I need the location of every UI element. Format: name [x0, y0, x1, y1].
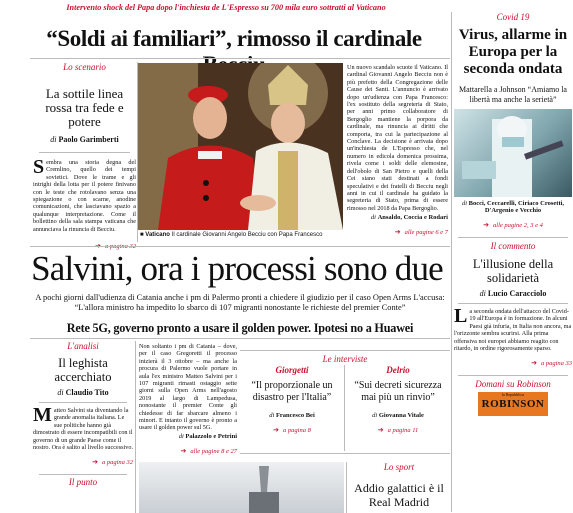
interviste-kicker: Le interviste: [322, 354, 368, 364]
commento-author: Lucio Caracciolo: [487, 289, 547, 298]
analisi-byline: [33, 388, 133, 397]
covid-kicker: Covid 19: [496, 12, 530, 22]
byline-prefix: di: [57, 388, 64, 397]
covid-byline: [454, 200, 572, 214]
scenario-column: [33, 62, 136, 253]
byline-prefix: di: [178, 432, 184, 440]
analisi-author: Claudio Tito: [65, 388, 109, 397]
becciu-body: Un nuovo scandalo scuote il Vaticano. Il cardinal Giovanni Angelo Becciu non è più prefetto della Congregazione delle Cause dei Santi. L'annuncio è arrivato dopo un'udienza con Papa Francesco: l'ex sostituto della segreteria di Stato, per anni primo collaboratore di Bergoglio mantiene la porpora da cardinale, ma rinuncia ai diritti che comporta, tra cui la partecipazione al Conclave. La decisione è arrivata dopo un'inchiesta de L'Espresso che, nel numero in edicola domenica prossima, rivela come i soldi delle elemosine, dell'obolo di San Pietro e quelli della Cei siano stati destinati a fondi speculativi e dei fratelli di Becciu negli anni in cui il cardinale ha guidato la segreteria di Stato, prima di essere rimosso nel 2018 da Papa Bergoglio.: [347, 64, 448, 212]
photo-caption: [140, 232, 345, 238]
giorgetti-page-ref[interactable]: a pagina 8: [283, 427, 311, 434]
commento-byline: [454, 289, 572, 298]
becciu-page-ref[interactable]: alle pagine 6 e 7: [404, 229, 448, 237]
drop-cap: L: [454, 305, 468, 327]
salvini-byline: [139, 433, 237, 440]
byline-prefix: di: [269, 412, 275, 419]
commento-page-ref[interactable]: a pagina 33: [540, 360, 572, 368]
becciu-authors: Ansaldo, Coccia e Rodari: [377, 214, 448, 222]
scenario-title[interactable]: La sottile linea rossa tra fede e potere: [45, 86, 124, 129]
analisi-body: Matteo Salvini sta diventando la grande anomalia italiana. Le sue politiche hanno già dimostrato di essere incompatibili con il governo di un grande Paese come il nostro. Ora è salito al livello successivo.: [33, 404, 134, 452]
becciu-column: [347, 64, 448, 239]
giorgetti-byline: [240, 412, 344, 419]
delrio-byline: [346, 412, 450, 419]
main-headline[interactable]: Salvini, ora i processi sono due: [31, 249, 443, 288]
analisi-kicker: L'analisi: [67, 341, 99, 351]
byline-prefix: di: [479, 289, 486, 298]
drop-cap: S: [33, 156, 45, 178]
salvini-column: [139, 343, 237, 458]
caption-text: Il cardinale Giovanni Angelo Becciu con Papa Francesco: [171, 232, 323, 238]
analisi-column: [33, 341, 133, 487]
sport-column: [348, 462, 450, 509]
byline-prefix: di: [370, 214, 376, 222]
huawei-headline[interactable]: Rete 5G, governo pronto a usare il golden power. Ipotesi no a Huawei: [66, 321, 414, 335]
byline-prefix: di: [461, 200, 467, 207]
giorgetti-quote[interactable]: “Il proporzionale un disastro per l'Italia”: [251, 380, 333, 403]
covid-page-ref[interactable]: alle pagine 2, 3 e 4: [493, 222, 543, 229]
robinson-tag: la Repubblica: [501, 392, 525, 398]
covid-photo: [454, 109, 572, 197]
commento-title[interactable]: L'illusione della solidarietà: [472, 257, 554, 285]
covid-column: [454, 12, 572, 416]
covid-title[interactable]: Virus, allarme in Europa per la seconda ondata: [458, 27, 568, 77]
commento-body: La seconda ondata dell'attacco del Covid-19 all'Europa è in formazione. In alcuni Paesi già infuria, in Italia non ancora, ma l'orizzonte sembra scurirsi. Alla prima offensiva noi europei abbiamo reagito con ritardo, in ordine rigorosamente sparso.: [454, 305, 572, 353]
robinson-logo[interactable]: [478, 392, 548, 416]
red-arrow-icon: ➔: [92, 458, 98, 467]
scenario-author: Paolo Garimberti: [58, 135, 119, 144]
covid-authors: Bocci, Ceccarelli, Ciriaco Crosetti, D'Argenio e Vecchio: [468, 200, 565, 214]
main-deck: A pochi giorni dall'udienza di Catania anche i pm di Palermo pronti a chiedere il giudizio per il caso Open Arms L'accusa: “L'allora ministro ha impedito lo sbarco di 107 migranti nonostante le richieste del premier Conte”: [35, 293, 445, 312]
delrio-name: Delrio: [386, 365, 410, 375]
red-arrow-icon: ➔: [394, 228, 401, 237]
punto-kicker: Il punto: [68, 477, 98, 488]
salvini-body: Non soltanto i pm di Catania – dove, per il caso Gregoretti il processo inizierà il 3 ottobre – ma anche la procura di Palermo vuole portare in aula l'ex ministro Matteo Salvini per i 107 migranti rimasti ostaggio sette giorni sulla Open Arms nell'agosto 2019 al largo di Lampedusa, nonostante il premier Conte gli chiedesse di far sbarcare almeno i minori. E intanto il governo è pronto a usare il golden power sul 5G.: [139, 343, 237, 432]
delrio-author: Giovanna Vitale: [378, 412, 424, 419]
covid-subtitle: Mattarella a Johnson “Amiamo la libertà ma anche la serietà”: [459, 85, 567, 104]
analisi-page-ref[interactable]: a pagina 32: [101, 459, 133, 467]
becciu-byline: [347, 214, 448, 221]
camera-icon: ■: [140, 232, 144, 238]
byline-prefix: di: [372, 412, 378, 419]
caption-brand: Vaticano: [145, 232, 170, 238]
interviste-box: [240, 350, 450, 454]
salvini-page-ref[interactable]: alle pagine 8 e 27: [190, 447, 237, 455]
scenario-byline: [33, 135, 136, 144]
sport-kicker: Lo sport: [383, 462, 415, 472]
red-arrow-icon: ➔: [180, 446, 187, 455]
delrio-page-ref[interactable]: a pagina 11: [387, 427, 419, 434]
sport-title[interactable]: Addio galattici è il Real Madrid: [354, 481, 444, 509]
lead-headline[interactable]: “Soldi ai familiari”, rimosso il cardinale: [46, 26, 422, 51]
red-arrow-icon: ➔: [273, 426, 280, 434]
commento-kicker: Il commento: [490, 241, 536, 251]
red-arrow-icon: ➔: [531, 359, 537, 368]
becciu-pope-photo: [138, 63, 343, 230]
analisi-title[interactable]: Il leghista accerchiato: [54, 356, 112, 384]
robinson-kicker: Domani su Robinson: [475, 379, 551, 390]
giorgetti-author: Francesco Bei: [275, 412, 315, 419]
robinson-brand: ROBINSON: [481, 398, 545, 411]
giorgetti-name: Giorgetti: [275, 365, 309, 375]
top-kicker: Intervento shock del Papa dopo l'inchiesta de L'Espresso su 700 mila euro sottratti al Vaticano: [66, 3, 386, 12]
byline-prefix: di: [50, 135, 57, 144]
scenario-body: Sembra una storia degna del Cremlino, quello dei tempi sovietici. Dove le trame e gli intrighi della lotta per il potere finivano con le teste che rotolavano senza una spiegazione o con scarne, anodine comunicazioni, che lasciavano spazio a qualunque interpretazione. Come il bollettino della sala stampa vaticana che annunciava la rinuncia di Becciu.: [33, 156, 136, 233]
bottom-photo: [139, 462, 344, 513]
drop-cap: M: [33, 404, 52, 426]
salvini-authors: Palazzolo e Petrini: [185, 432, 237, 440]
delrio-quote[interactable]: “Sui decreti sicurezza mai più un rinvio”: [354, 380, 442, 403]
red-arrow-icon: ➔: [377, 426, 384, 434]
scenario-kicker: Lo scenario: [63, 62, 106, 72]
red-arrow-icon: ➔: [483, 221, 490, 229]
